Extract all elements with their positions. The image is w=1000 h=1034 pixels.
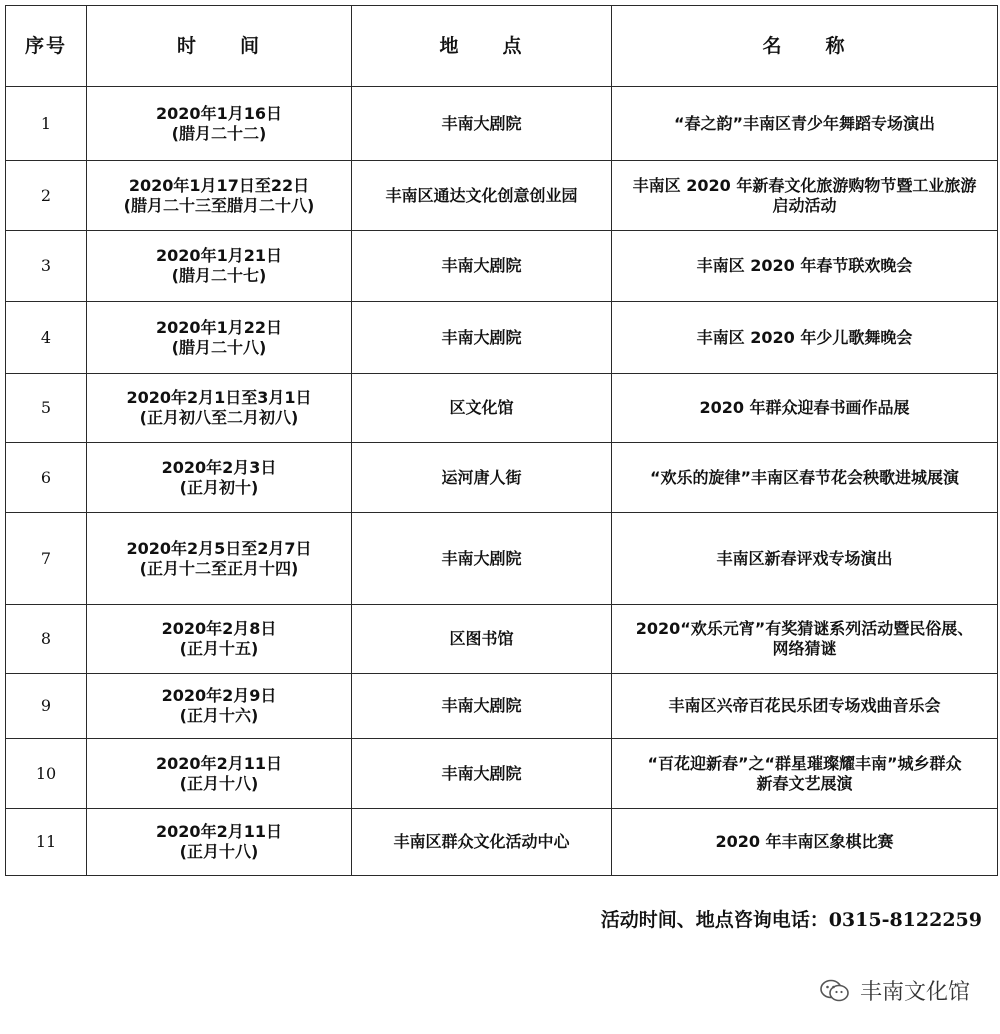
row-time [87,87,352,161]
row-name [612,443,998,513]
row-lunar-date: (正月初十) [179,477,259,497]
row-name [612,161,998,231]
row-time [87,161,352,231]
table-row [6,374,998,443]
row-name [612,231,998,302]
table-row [6,231,998,302]
row-place: 丰南大剧院 [352,231,612,302]
row-date: 2020年1月17日至22日 [128,175,310,195]
row-time [87,809,352,876]
row-name-line: 2020“欢乐元宵”有奖猜谜系列活动暨民俗展、 [635,619,974,638]
row-place: 丰南大剧院 [352,513,612,605]
account-watermark [820,975,970,1006]
row-place: 丰南大剧院 [352,674,612,739]
row-index: 8 [6,605,87,674]
row-date: 2020年1月21日 [156,246,282,265]
row-lunar-date: (正月十八) [179,842,259,861]
row-place: 区图书馆 [352,605,612,674]
row-name-line: 2020 年群众迎春书画作品展 [699,398,910,417]
row-lunar-date: (腊月二十三至腊月二十八) [123,195,315,215]
row-name-line: “百花迎新春”之“群星璀璨耀丰南”城乡群众 [647,753,962,773]
row-index: 4 [6,302,87,374]
header-index: 序号 [6,6,87,87]
row-name-line: 丰南区 2020 年春节联欢晚会 [696,256,913,275]
row-date: 2020年2月11日 [156,822,282,841]
table-row [6,87,998,161]
row-index: 1 [6,87,87,161]
table-row [6,809,998,876]
row-index: 9 [6,674,87,739]
row-date: 2020年1月22日 [156,317,282,337]
row-time [87,443,352,513]
row-name-line: 启动活动 [772,195,837,215]
row-index: 3 [6,231,87,302]
row-index: 11 [6,809,87,876]
row-lunar-date: (正月十二至正月十四) [139,558,299,578]
row-time [87,302,352,374]
row-name-line: 网络猜谜 [772,639,837,658]
header-name: 名 称 [612,6,998,87]
row-place: 丰南大剧院 [352,87,612,161]
row-time [87,739,352,809]
row-name-line: “春之韵”丰南区青少年舞蹈专场演出 [673,113,936,133]
row-lunar-date: (正月十六) [179,706,259,725]
row-lunar-date: (腊月二十二) [171,123,267,143]
row-name-line: 2020 年丰南区象棋比赛 [715,832,894,851]
row-place: 丰南区群众文化活动中心 [352,809,612,876]
row-name-line: 丰南区 2020 年新春文化旅游购物节暨工业旅游 [632,175,977,195]
row-date: 2020年2月11日 [156,753,282,773]
row-index: 2 [6,161,87,231]
row-time [87,674,352,739]
table-row [6,513,998,605]
row-place: 丰南大剧院 [352,739,612,809]
row-place: 丰南区通达文化创意创业园 [352,161,612,231]
row-date: 2020年2月5日至2月7日 [126,538,312,558]
header-place: 地 点 [352,6,612,87]
row-index: 7 [6,513,87,605]
row-lunar-date: (正月初八至二月初八) [139,408,299,427]
row-time [87,605,352,674]
row-time [87,231,352,302]
row-name [612,739,998,809]
row-time [87,374,352,443]
row-date: 2020年2月9日 [161,686,277,705]
row-name-line: 新春文艺展演 [756,773,853,793]
row-name [612,302,998,374]
event-schedule-table [5,5,998,876]
row-index: 5 [6,374,87,443]
row-name [612,605,998,674]
watermark-text: 丰南文化馆 [859,980,970,1005]
row-name [612,374,998,443]
row-name [612,513,998,605]
table-row [6,739,998,809]
row-place: 区文化馆 [352,374,612,443]
table-header-row [6,6,998,87]
row-date: 2020年2月3日 [161,457,277,477]
header-time: 时 间 [87,6,352,87]
row-name [612,809,998,876]
row-name-line: 丰南区 2020 年少儿歌舞晚会 [696,327,913,347]
table-row [6,161,998,231]
row-name [612,674,998,739]
row-lunar-date: (正月十八) [179,773,259,793]
row-name [612,87,998,161]
row-lunar-date: (正月十五) [179,639,259,658]
row-date: 2020年2月8日 [161,619,277,638]
row-index: 6 [6,443,87,513]
table-row [6,674,998,739]
contact-phone-line: 活动时间、地点咨询电话：0315-8122259 [600,909,982,931]
row-date: 2020年1月16日 [156,103,282,123]
row-index: 10 [6,739,87,809]
table-row [6,605,998,674]
row-name-line: 丰南区新春评戏专场演出 [716,548,893,568]
row-place: 运河唐人街 [352,443,612,513]
row-date: 2020年2月1日至3月1日 [126,388,312,407]
row-lunar-date: (腊月二十七) [171,266,267,285]
wechat-icon [820,978,850,1004]
table-row [6,302,998,374]
row-name-line: 丰南区兴帝百花民乐团专场戏曲音乐会 [668,696,941,715]
table-row [6,443,998,513]
row-place: 丰南大剧院 [352,302,612,374]
row-time [87,513,352,605]
row-lunar-date: (腊月二十八) [171,337,267,357]
row-name-line: “欢乐的旋律”丰南区春节花会秧歌进城展演 [649,467,960,487]
